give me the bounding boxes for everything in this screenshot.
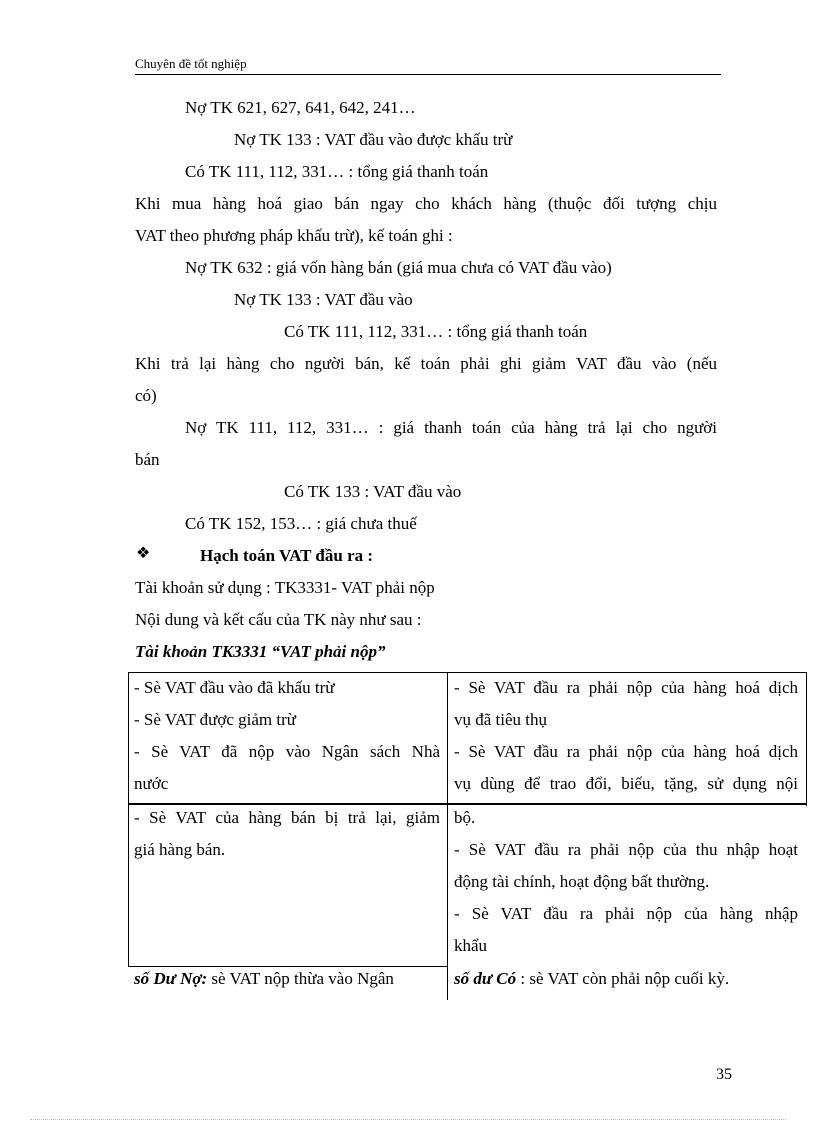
entry-line: Có TK 152, 153… : giá chưa thuế <box>185 514 417 533</box>
paragraph-line: Nội dung và kết cấu của TK này như sau : <box>135 610 422 629</box>
entry-line: Nợ TK 111, 112, 331… : giá thanh toán của hàng trả lại cho người <box>185 418 717 437</box>
table-cell: - Sè VAT đầu ra phải nộp của thu nhập hoạt <box>454 840 798 859</box>
credit-balance-cell <box>454 968 729 990</box>
credit-balance-label: số dư Có <box>454 969 517 988</box>
table-divider <box>447 672 448 1000</box>
table-cell: động tài chính, hoạt động bất thường. <box>454 872 710 891</box>
table-left-border <box>128 672 129 967</box>
paragraph-line: VAT theo phương pháp khấu trừ), kế toán ghi : <box>135 226 453 245</box>
table-right-border <box>806 672 807 806</box>
entry-line: Nợ TK 621, 627, 641, 642, 241… <box>185 98 416 117</box>
table-cell: - Sè VAT đầu ra phải nộp của hàng hoá dịch <box>454 742 798 761</box>
entry-line: bán <box>135 450 160 469</box>
page-header: Chuyên đề tốt nghiệp <box>135 56 721 75</box>
table-cell: - Sè VAT được giảm trừ <box>134 710 296 729</box>
table-cell: - Sè VAT đã nộp vào Ngân sách Nhà <box>134 742 440 761</box>
table-cell: - Sè VAT đầu ra phải nộp của hàng nhập <box>454 904 798 923</box>
debit-balance-label: số Dư Nợ: <box>134 969 208 988</box>
paragraph-line: Khi trả lại hàng cho người bán, kế toán phải ghi giảm VAT đầu vào (nếu <box>135 354 717 373</box>
table-cell: bộ. <box>454 808 476 827</box>
table-cell: nước <box>134 774 169 793</box>
table-top-border <box>128 672 806 673</box>
credit-balance-text: : sè VAT còn phải nộp cuối kỳ. <box>516 969 730 988</box>
table-cell: vụ đã tiêu thụ <box>454 710 548 729</box>
table-cell: - Sè VAT của hàng bán bị trả lại, giảm <box>134 808 440 827</box>
table-cell: vụ dùng để trao đổi, biếu, tặng, sử dụng nội <box>454 774 798 793</box>
paragraph-line: Tài khoản sử dụng : TK3331- VAT phải nộp <box>135 578 435 597</box>
entry-line: Có TK 133 : VAT đầu vào <box>284 482 462 501</box>
page-number: 35 <box>716 1066 732 1083</box>
paragraph-line: Khi mua hàng hoá giao bán ngay cho khách hàng (thuộc đối tượng chịu <box>135 194 717 213</box>
table-title: Tài khoản TK3331 “VAT phải nộp” <box>135 642 386 661</box>
table-cell: - Sè VAT đầu ra phải nộp của hàng hoá dịch <box>454 678 798 697</box>
paragraph-line: có) <box>135 386 157 405</box>
entry-line: Nợ TK 133 : VAT đầu vào <box>234 290 413 309</box>
section-heading: Hạch toán VAT đầu ra : <box>200 546 374 565</box>
entry-line: Có TK 111, 112, 331… : tổng giá thanh toán <box>284 322 588 341</box>
entry-line: Nợ TK 632 : giá vốn hàng bán (giá mua chưa có VAT đầu vào) <box>185 258 612 277</box>
table-row-separator <box>128 966 448 967</box>
table-cell: khẩu <box>454 936 488 955</box>
debit-balance-text: sè VAT nộp thừa vào Ngân <box>207 969 394 988</box>
page-bottom-divider <box>30 1119 786 1120</box>
table-cell: - Sè VAT đầu vào đã khấu trừ <box>134 678 335 697</box>
table-cell: giá hàng bán. <box>134 840 226 859</box>
entry-line: Có TK 111, 112, 331… : tổng giá thanh toán <box>185 162 489 181</box>
bullet-diamond-icon: ❖ <box>136 545 151 562</box>
table-row-separator <box>128 803 806 805</box>
entry-line: Nợ TK 133 : VAT đầu vào được khấu trừ <box>234 130 513 149</box>
debit-balance-cell <box>134 968 394 990</box>
